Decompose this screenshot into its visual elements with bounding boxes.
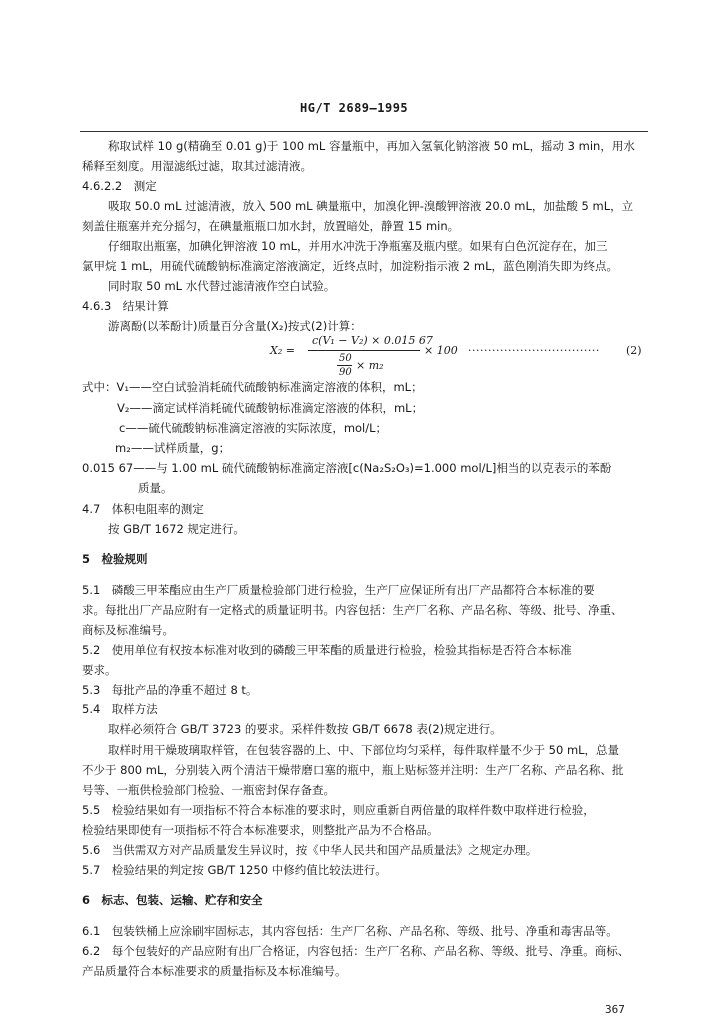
- page-number: 367: [605, 1003, 625, 1016]
- paragraph-line: 游离酚(以苯酚计)质量百分含量(X₂)按式(2)计算：: [108, 319, 362, 333]
- variable-definition: 式中：V₁——空白试验消耗硫代硫酸钠标准滴定溶液的体积，mL；: [82, 380, 423, 394]
- paragraph-line: 按 GB/T 1672 规定进行。: [108, 522, 245, 536]
- paragraph-line: 吸取 50.0 mL 过滤清液，放入 500 mL 碘量瓶中，加溴化钾-溴酸钾溶液 20.0 mL，加盐酸 5 mL，立: [108, 199, 634, 213]
- paragraph-line: 称取试样 10 g(精确至 0.01 g)于 100 mL 容量瓶中，再加入氢氧化钠溶液 50 mL，摇动 3 min，用水: [108, 139, 635, 153]
- formula-denominator-denominator: 90: [339, 367, 352, 378]
- formula-denominator-mult: × m₂: [356, 359, 384, 372]
- paragraph-line: 产品质量符合本标准要求的质量指标及本标准编号。: [82, 964, 347, 978]
- paragraph-line: 商标及标准编号。: [82, 623, 174, 637]
- variable-definition: c——硫代硫酸钠标准滴定溶液的实际浓度，mol/L；: [119, 421, 388, 435]
- paragraph-line: 5.6 当供需双方对产品质量发生异议时，按《中华人民共和国产品质量法》之规定办理。: [82, 843, 538, 857]
- paragraph-line: 不少于 800 mL，分别装入两个清洁干燥带磨口塞的瓶中，瓶上贴标签并注明：生产厂名称、产品名称、批: [82, 763, 624, 777]
- section-heading: 4.6.2.2 测定: [82, 179, 157, 193]
- paragraph-line: 6.1 包装铁桶上应涂刷牢固标志，其内容包括：生产厂名称、产品名称、等级、批号、净重和毒害品等。: [82, 924, 618, 938]
- paragraph-line: 要求。: [82, 663, 117, 677]
- section-heading: 4.7 体积电阻率的测定: [82, 502, 204, 516]
- formula-times-100: × 100: [424, 344, 458, 357]
- paragraph-line: 6.2 每个包装好的产品应附有出厂合格证，内容包括：生产厂名称、产品名称、等级、批号、净重。商标、: [82, 944, 630, 958]
- paragraph-line: 仔细取出瓶塞，加碘化钾溶液 10 mL，并用水冲洗于净瓶塞及瓶内壁。如果有白色沉淀存在，加三: [108, 239, 608, 253]
- chapter-heading: 6 标志、包装、运输、贮存和安全: [82, 893, 263, 907]
- chapter-heading: 5 检验规则: [82, 552, 148, 566]
- paragraph-line: 稀释至刻度。用湿滤纸过滤，取其过滤清液。: [82, 159, 312, 173]
- variable-definition: 0.015 67——与 1.00 mL 硫代硫酸钠标准滴定溶液[c(Na₂S₂O₃)=1.000 mol/L]相当的以克表示的苯酚: [82, 461, 612, 475]
- paragraph-line: 氯甲烷 1 mL，用硫代硫酸钠标准滴定溶液滴定，近终点时，加淀粉指示液 2 mL，蓝色刚消失即为终点。: [82, 259, 618, 273]
- paragraph-line: 5.2 使用单位有权按本标准对收到的磷酸三甲苯酯的质量进行检验，检验其指标是否符合本标准: [82, 643, 572, 657]
- paragraph-line: 求。每批出厂产品应附有一定格式的质量证明书。内容包括：生产厂名称、产品名称、等级、批号、净重、: [82, 603, 623, 617]
- paragraph-line: 刻盖住瓶塞并充分摇匀，在碘量瓶瓶口加水封，放置暗处，静置 15 min。: [82, 219, 460, 233]
- paragraph-line: 5.7 检验结果的判定按 GB/T 1250 中修约值比较法进行。: [82, 863, 387, 877]
- header-rule: [80, 131, 648, 132]
- variable-definition: m₂——试样质量，g；: [115, 441, 231, 455]
- section-heading: 5.4 取样方法: [82, 702, 158, 716]
- paragraph-line: 号等、一瓶供检验部门检验、一瓶密封保存备查。: [82, 783, 335, 797]
- formula-numerator: c(V₁ − V₂) × 0.015 67: [312, 334, 433, 347]
- standard-code-header: HG/T 2689—1995: [300, 101, 409, 115]
- formula-equation-number: (2): [626, 344, 642, 357]
- paragraph-line: 取样必须符合 GB/T 3723 的要求。采样件数按 GB/T 6678 表(2)规定进行。: [108, 722, 502, 736]
- paragraph-line: 5.5 检验结果如有一项指标不符合本标准的要求时，则应重新自两倍量的取样件数中取样进行检验，: [82, 803, 595, 817]
- formula-leader-dots: ·································: [468, 344, 600, 357]
- formula-denominator-numerator: 50: [339, 353, 352, 364]
- paragraph-line: 取样时用干燥玻璃取样管，在包装容器的上、中、下部位均匀采样，每件取样量不少于 50 mL，总量: [108, 743, 620, 757]
- variable-definition: 质量。: [138, 481, 173, 495]
- paragraph-line: 5.1 磷酸三甲苯酯应由生产厂质量检验部门进行检验，生产厂应保证所有出厂产品都符合本标准的要: [82, 583, 595, 597]
- variable-definition: V₂——滴定试样消耗硫代硫酸钠标准滴定溶液的体积，mL；: [117, 401, 424, 415]
- paragraph-line: 5.3 每批产品的净重不超过 8 t。: [82, 683, 258, 697]
- formula-lhs: X₂ =: [270, 344, 295, 357]
- formula-main-fraction-bar: [308, 350, 420, 351]
- paragraph-line: 同时取 50 mL 水代替过滤清液作空白试验。: [108, 279, 336, 293]
- section-heading: 4.6.3 结果计算: [82, 299, 169, 313]
- paragraph-line: 检验结果即使有一项指标不符合本标准要求，则整批产品为不合格品。: [82, 823, 439, 837]
